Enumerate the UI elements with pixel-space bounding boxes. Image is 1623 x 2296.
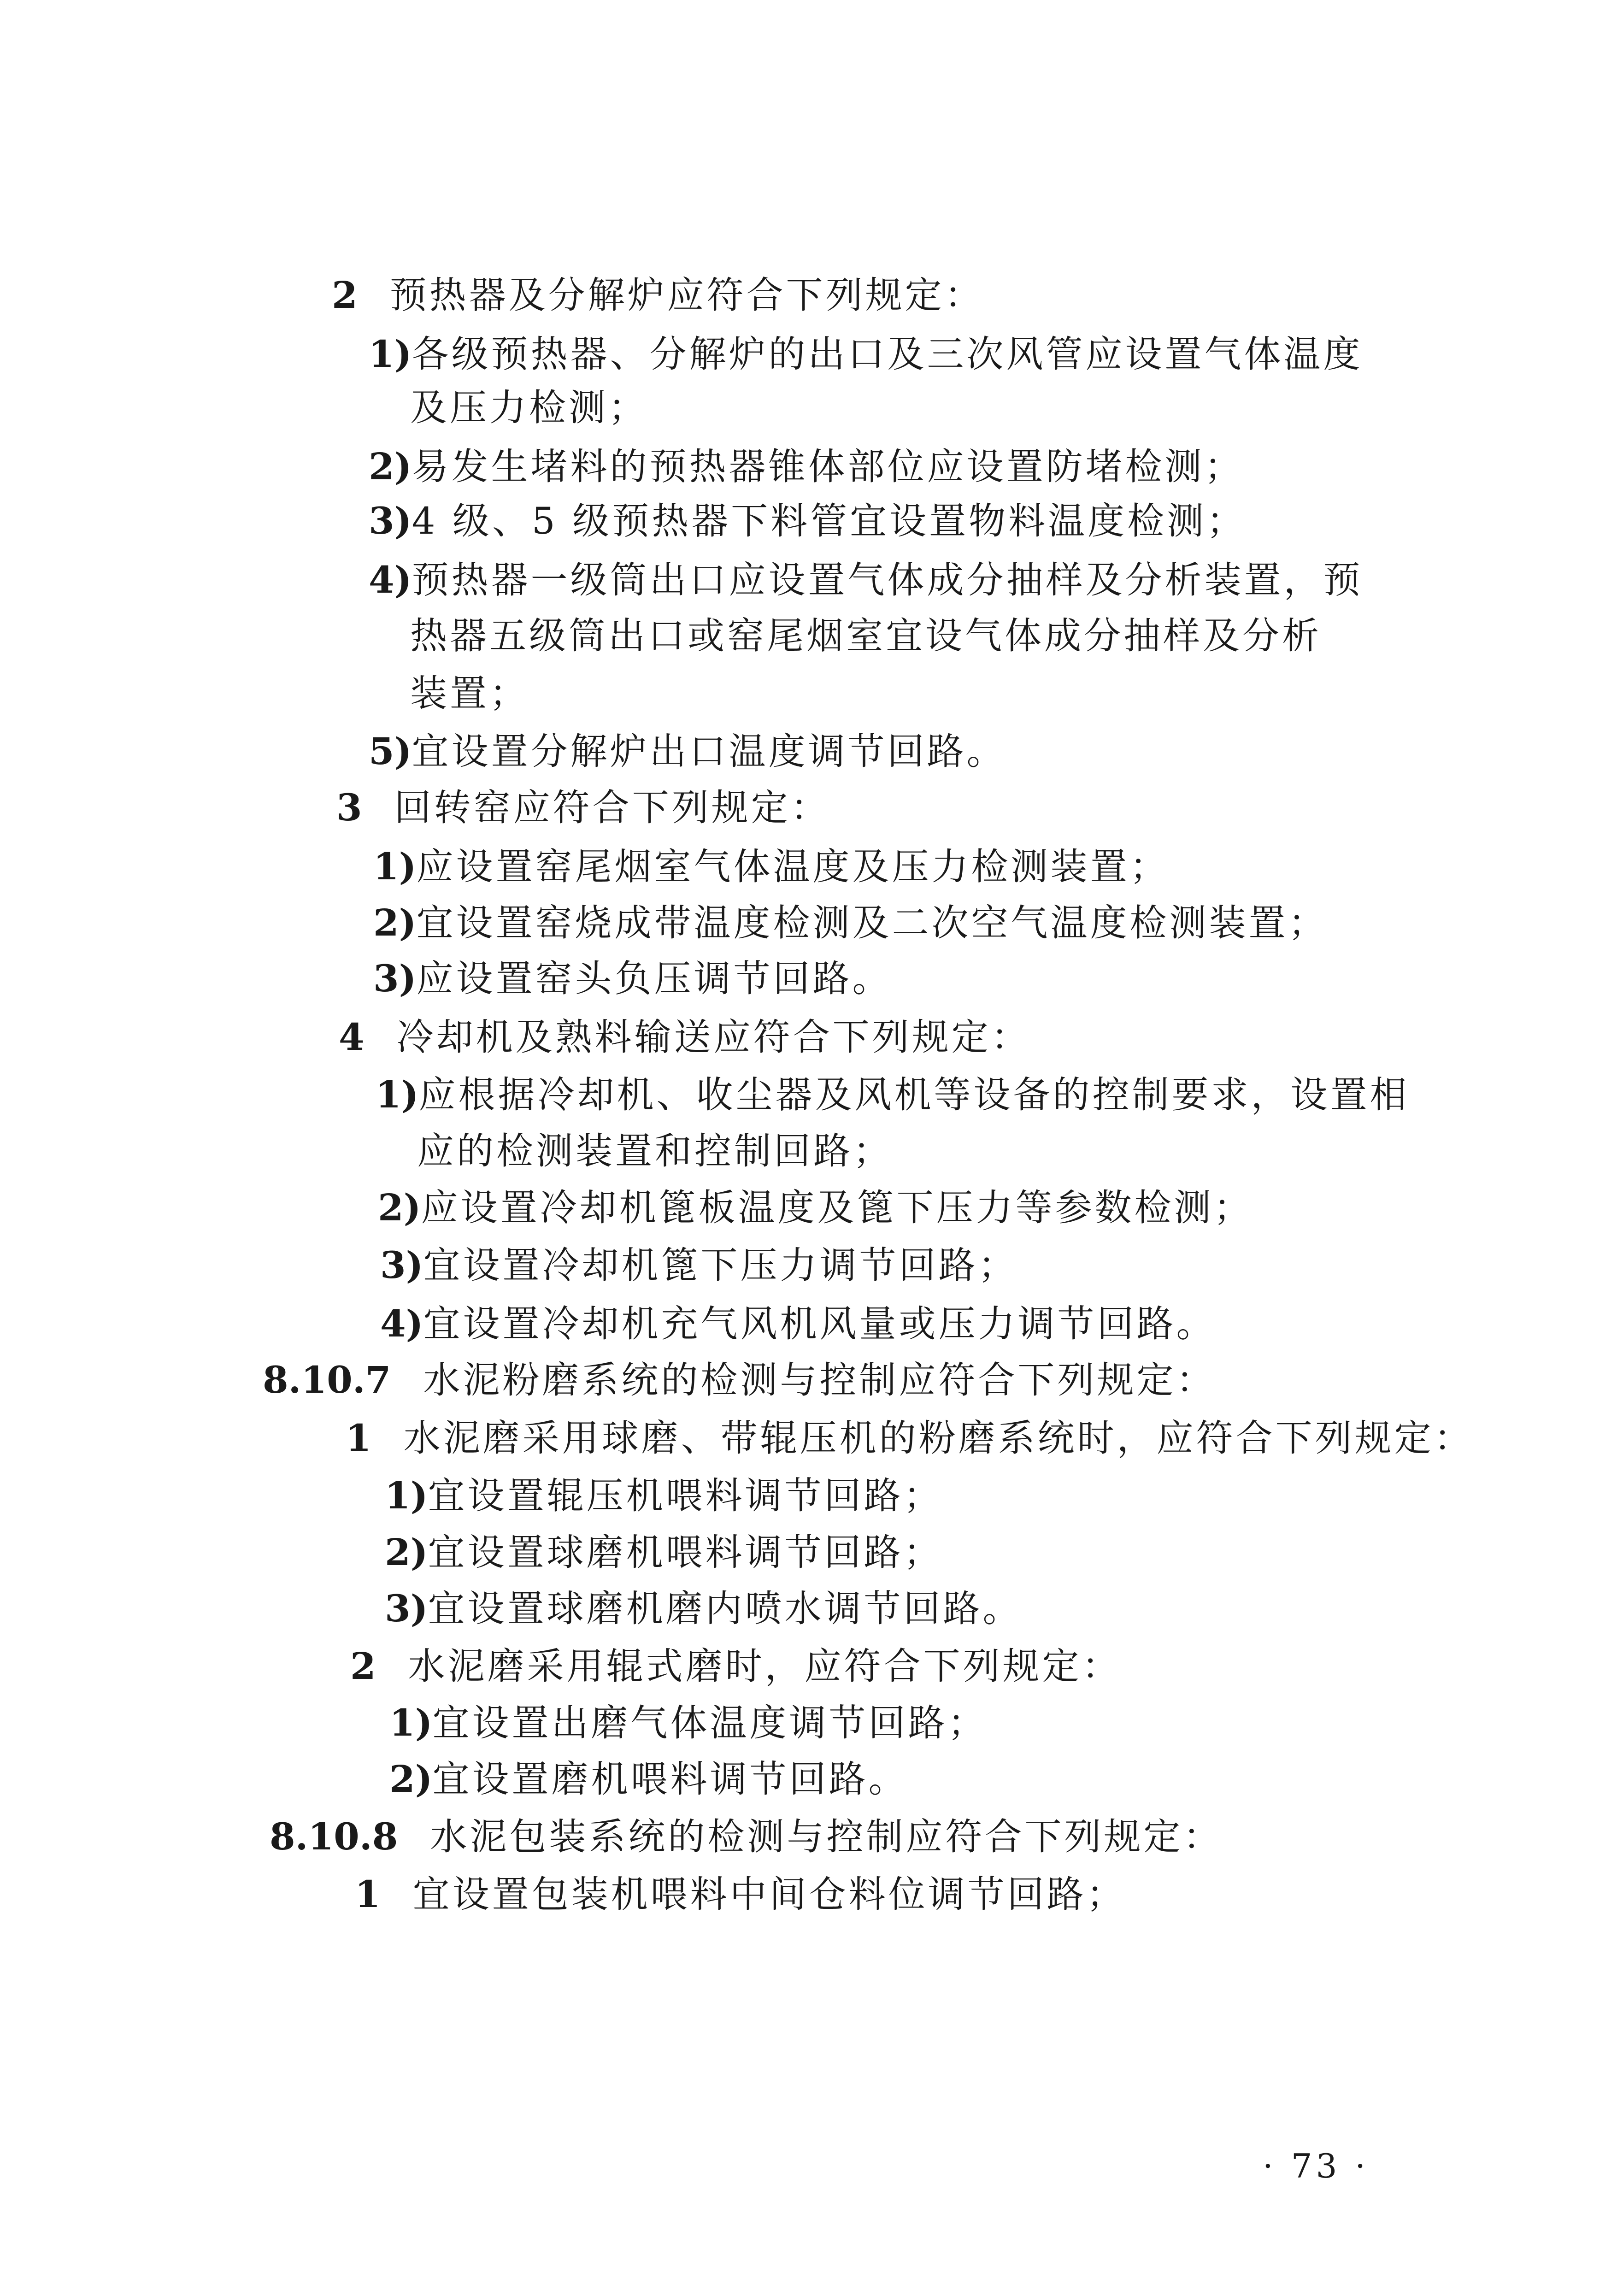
subitem-3 [380,1242,1018,1289]
subitem-2 [373,900,1328,946]
item-number: 1 [355,1872,381,1916]
page-number: · 73 · [1263,2147,1370,2185]
subitem-text: 宜设置窑烧成带温度检测及二次空气温度检测装置； [416,901,1328,944]
continuation-text: 及压力检测； [410,386,648,429]
subitem-4 [369,557,1363,603]
subitem-number: 2) [389,1757,433,1801]
subitem-number: 3) [373,957,417,1000]
item-1 [346,1415,1474,1461]
subitem-text: 宜设置出磨气体温度调节回路； [432,1701,988,1744]
subitem-text: 易发生堵料的预热器锥体部位应设置防堵检测； [412,445,1244,488]
subitem-number: 3) [380,1243,423,1287]
subitem-text: 4 级、5 级预热器下料管宜设置物料温度检测； [412,500,1247,542]
continuation-text: 热器五级筒出口或窑尾烟室宜设气体成分抽样及分析 [410,614,1322,657]
item-text: 水泥磨采用球磨、带辊压机的粉磨系统时，应符合下列规定： [403,1417,1474,1460]
item-number: 2 [350,1644,376,1688]
subitem-text: 预热器一级筒出口应设置气体成分抽样及分析装置，预 [412,559,1363,601]
item-1 [355,1871,1126,1918]
subitem-number: 1) [389,1701,433,1744]
clause-number: 8.10.8 [270,1815,398,1858]
item-2 [332,272,984,318]
subitem-text: 宜设置冷却机充气风机风量或压力调节回路。 [423,1302,1216,1345]
subitem-number: 1) [385,1474,428,1517]
subitem-number: 4) [369,558,412,601]
subitem-1 [376,1071,1410,1118]
subitem-number: 2) [385,1531,428,1574]
subitem-text: 宜设置磨机喂料调节回路。 [432,1758,908,1801]
item-3 [336,784,830,831]
continuation-line [417,1128,893,1174]
item-text: 水泥磨采用辊式磨时，应符合下列规定： [408,1645,1122,1688]
item-text: 宜设置包装机喂料中间仓料位调节回路； [412,1873,1126,1916]
subitem-number: 1) [373,845,417,888]
clause-text: 水泥粉磨系统的检测与控制应符合下列规定： [423,1359,1216,1401]
subitem-text: 宜设置冷却机篦下压力调节回路； [423,1244,1018,1287]
subitem-text: 宜设置球磨机磨内喷水调节回路。 [428,1587,1023,1630]
subitem-2 [369,443,1244,490]
continuation-line [410,385,648,431]
subitem-1 [389,1700,988,1746]
subitem-text: 宜设置分解炉出口温度调节回路。 [412,730,1006,773]
subitem-number: 1) [376,1073,419,1116]
subitem-1 [385,1472,943,1519]
subitem-text: 各级预热器、分解炉的出口及三次风管应设置气体温度 [412,333,1363,376]
subitem-2 [378,1184,1253,1231]
continuation-line [410,671,529,717]
subitem-3 [369,498,1246,544]
subitem-number: 2) [378,1186,421,1229]
subitem-number: 3) [385,1587,428,1630]
item-2 [350,1643,1122,1690]
subitem-4 [380,1301,1216,1347]
subitem-2 [389,1756,908,1802]
clause-8-10-8 [270,1813,1223,1860]
subitem-1 [373,843,1170,890]
subitem-3 [385,1585,1023,1632]
subitem-5 [369,728,1006,775]
item-number: 4 [339,1015,365,1059]
subitem-text: 宜设置辊压机喂料调节回路； [428,1474,943,1517]
subitem-3 [373,955,892,1002]
item-number: 2 [332,273,358,317]
subitem-2 [385,1529,943,1576]
subitem-number: 4) [380,1302,423,1345]
subitem-number: 2) [373,901,417,944]
continuation-text: 应的检测装置和控制回路； [417,1130,893,1172]
clause-text: 水泥包装系统的检测与控制应符合下列规定： [430,1815,1223,1858]
subitem-number: 3) [369,499,412,542]
item-text: 冷却机及熟料输送应符合下列规定： [396,1016,1031,1059]
item-4 [339,1014,1031,1060]
subitem-text: 应设置窑头负压调节回路。 [416,957,892,1000]
subitem-number: 1) [369,332,412,376]
subitem-1 [369,331,1363,377]
clause-number: 8.10.7 [263,1358,391,1401]
item-number: 3 [336,786,362,829]
continuation-text: 装置； [410,672,529,715]
subitem-number: 2) [369,445,412,488]
item-number: 1 [346,1416,371,1460]
subitem-text: 应设置窑尾烟室气体温度及压力检测装置； [416,845,1170,888]
item-text: 回转窑应符合下列规定： [394,786,830,829]
item-text: 预热器及分解炉应符合下列规定： [389,274,984,317]
subitem-number: 5) [369,730,412,773]
subitem-text: 宜设置球磨机喂料调节回路； [428,1531,943,1574]
subitem-text: 应设置冷却机篦板温度及篦下压力等参数检测； [421,1186,1253,1229]
clause-8-10-7 [263,1357,1216,1403]
subitem-text: 应根据冷却机、收尘器及风机等设备的控制要求，设置相 [418,1073,1410,1116]
continuation-line [410,613,1322,659]
